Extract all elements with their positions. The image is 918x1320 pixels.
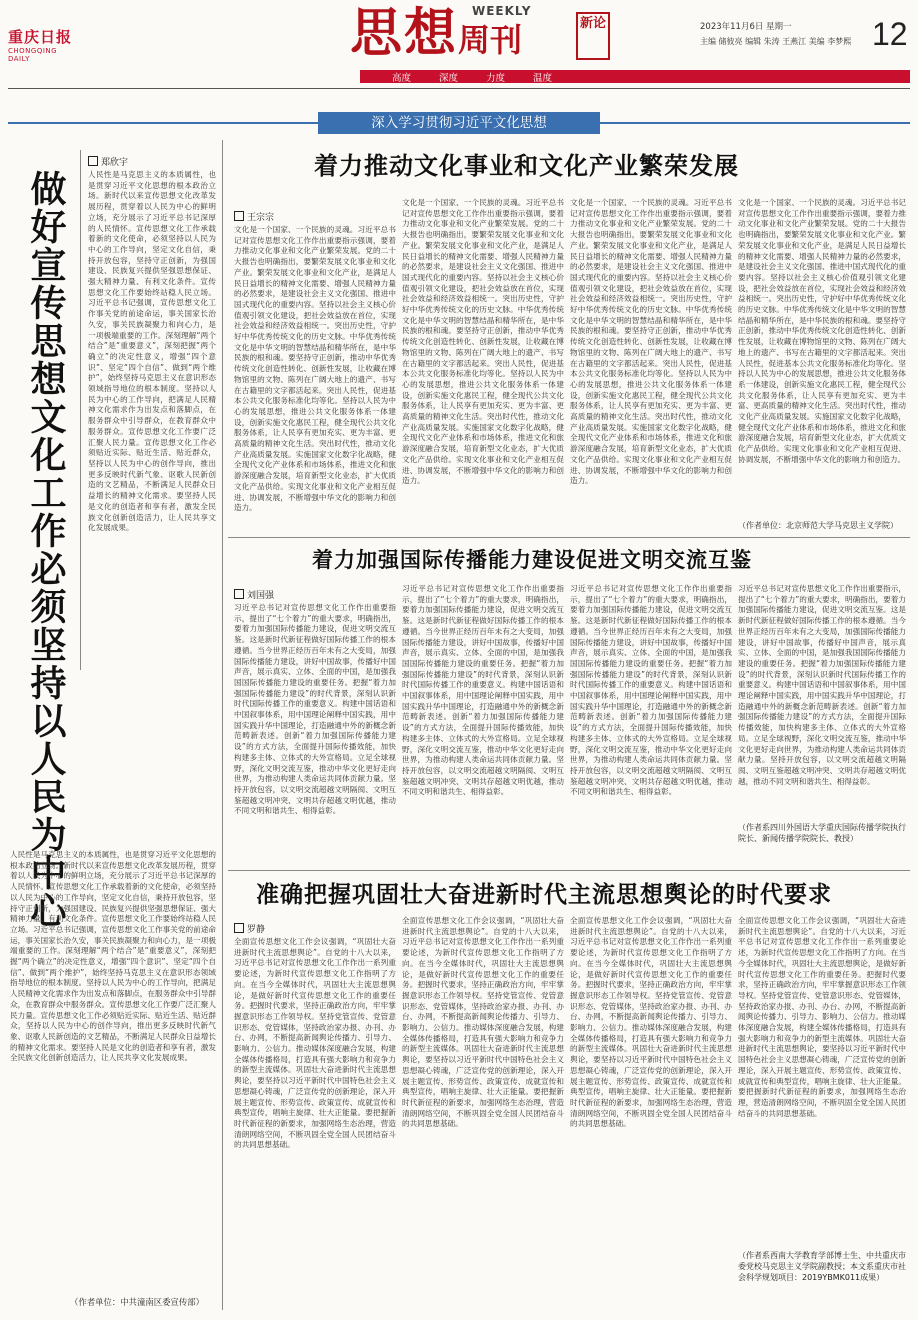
new-theory-badge: 新论 bbox=[576, 12, 610, 60]
tag-item: 高度 bbox=[392, 72, 412, 84]
column-divider bbox=[222, 140, 223, 1310]
middle-article-byline bbox=[234, 588, 274, 601]
top-article-col4: 文化是一个国家、一个民族的灵魂。习近平总书记对宣传思想文化工作作出重要指示强调，要着力推动文化事业和文化产业繁荣发展。党的二十大报告也明确指出，要繁荣发展文化事业和文化产业。繁荣发展文化事业和文化产业，是满足人民日益增长的精神文化需要、增强人民精神力量的必然要求，是建设社会主义文化强国、推进中国式现代化的重要内容。坚持以社会主义核心价值观引领文化建设，把社会效益放在首位，实现社会效益和经济效益相统一。突出历史性，守护好中华优秀传统文化的历史文脉。中华优秀传统文化是中华文明的智慧结晶和精华所在，是中华民族的根和魂。要坚持守正创新，推动中华优秀传统文化创造性转化、创新性发展，让收藏在博物馆里的文物、陈列在广阔大地上的遗产、书写在古籍里的文字都活起来。突出人民性，促进基本公共文化服务标准化均等化。坚持以人民为中心的发展思想，推进公共文化服务体系一体建设，创新实施文化惠民工程，健全现代公共文化服务体系，让人民享有更加充实、更为丰富、更高质量的精神文化生活。突出时代性，推动文化产业高质量发展。实施国家文化数字化战略，健全现代文化产业体系和市场体系，推进文化和旅游深度融合发展，培育新型文化业态，扩大优质文化产品供给。实现文化事业和文化产业相互促进、协调发展，不断增强中华文化的影响力和创造力。 bbox=[738, 198, 906, 464]
top-article-byline bbox=[234, 210, 274, 223]
left-article-credit: （作者单位：中共潼南区委宣传部） bbox=[70, 1297, 204, 1307]
section-banner: 深入学习贯彻习近平文化思想 bbox=[318, 112, 600, 134]
tag-item: 深度 bbox=[439, 72, 459, 84]
section-suffix: 周刊 bbox=[458, 21, 523, 59]
banner-rule-right bbox=[600, 122, 910, 124]
middle-article-title: 着力加强国际传播能力建设促进文明交流互鉴 bbox=[312, 547, 752, 572]
byline-box-icon bbox=[234, 923, 244, 933]
top-article-col1: 文化是一个国家、一个民族的灵魂。习近平总书记对宣传思想文化工作作出重要指示强调，要着力推动文化事业和文化产业繁荣发展。党的二十大报告也明确指出，要繁荣发展文化事业和文化产业。繁荣发展文化事业和文化产业，是满足人民日益增长的精神文化需要、增强人民精神力量的必然要求，是建设社会主义文化强国、推进中国式现代化的重要内容。坚持以社会主义核心价值观引领文化建设，把社会效益放在首位，实现社会效益和经济效益相统一。突出历史性，守护好中华优秀传统文化的历史文脉。中华优秀传统文化是中华文明的智慧结晶和精华所在，是中华民族的根和魂。要坚持守正创新，推动中华优秀传统文化创造性转化、创新性发展，让收藏在博物馆里的文物、陈列在广阔大地上的遗产、书写在古籍里的文字都活起来。突出人民性，促进基本公共文化服务标准化均等化。坚持以人民为中心的发展思想，推进公共文化服务体系一体建设，创新实施文化惠民工程，健全现代公共文化服务体系，让人民享有更加充实、更为丰富、更高质量的精神文化生活。突出时代性，推动文化产业高质量发展。实施国家文化数字化战略，健全现代文化产业体系和市场体系，推进文化和旅游深度融合发展，培育新型文化业态，扩大优质文化产品供给。实现文化事业和文化产业相互促进、协调发展，不断增强中华文化的影响力和创造力。 bbox=[234, 225, 396, 513]
bottom-article-credit: （作者系西南大学教育学部博士生、中共重庆市委党校马克思主义学院副教授；本文系重庆市社会科学规划项目：2019YBMK011成果） bbox=[738, 1251, 906, 1282]
weekly-label: WEEKLY bbox=[472, 4, 532, 18]
page-number: 12 bbox=[872, 16, 908, 52]
left-article-body-col1: 人民性是马克思主义的本质属性，也是贯穿习近平文化思想的根本政治立场。新时代以来宣传思想文化改革发展历程，贯穿着以人民为中心的鲜明立场，充分展示了习近平总书记深厚的人民情怀。宣传思想文化工作承载着新的文化使命，必须坚持以人民为中心的工作导向，坚定文化自信，秉持开放包容，坚持守正创新，为强国建设、民族复兴提供坚强思想保证、强大精神力量、有利文化条件。宣传思想文化工作要始终站稳人民立场。习近平总书记强调，宣传思想文化工作事关党的前途命运，事关国家长治久安，事关民族凝聚力和向心力，是一项极端重要的工作。深刻理解“两个结合”是“重要意义”，深刻把握“两个确立”的决定性意义，增强“四个意识”、坚定“四个自信”、做到“两个维护”，始终坚持马克思主义在意识形态领域指导地位的根本制度。坚持以人民为中心的工作导向，把满足人民精神文化需求作为出发点和落脚点，在服务群众中引导群众，在教育群众中服务群众。宣传思想文化工作要广泛汇聚人民力量。宣传思想文化工作必须贴近实际、贴近生活、贴近群众，坚持以人民为中心的创作导向，推出更多反映时代新气象、讴歌人民新创造的文艺精品，不断满足人民群众日益增长的精神文化需求。要坚持人民是文化的创造者和享有者，激发全民族文化创新创造活力，让人民共享文化发展成果。 bbox=[88, 170, 216, 533]
bottom-article-col3: 全面宣传思想文化工作会议强调，“巩固壮大奋进新时代主流思想舆论”。自党的十八大以来，习近平总书记对宣传思想文化工作作出一系列重要论述，为新时代宣传思想文化工作指明了方向。在当今全媒体时代，巩固壮大主流思想舆论，是做好新时代宣传思想文化工作的重要任务。把握时代要求，坚持正确政治方向，牢牢掌握意识形态工作领导权。坚持党管宣传、党管意识形态、党管媒体，坚持政治家办报、办刊、办台、办网，不断提高新闻舆论传播力、引导力、影响力、公信力。推动媒体深度融合发展，构建全媒体传播格局，打造具有强大影响力和竞争力的新型主流媒体。巩固壮大奋进新时代主流思想舆论，要坚持以习近平新时代中国特色社会主义思想凝心铸魂，广泛宣传党的创新理论，深入开展主题宣传、形势宣传、政策宣传、成就宣传和典型宣传，唱响主旋律、壮大正能量。要把握新时代新征程的新要求，加强网络生态治理，营造清朗网络空间，不断巩固全党全国人民团结奋斗的共同思想基础。 bbox=[570, 916, 732, 1129]
bottom-article-col4: 全面宣传思想文化工作会议强调，“巩固壮大奋进新时代主流思想舆论”。自党的十八大以来，习近平总书记对宣传思想文化工作作出一系列重要论述，为新时代宣传思想文化工作指明了方向。在当今全媒体时代，巩固壮大主流思想舆论，是做好新时代宣传思想文化工作的重要任务。把握时代要求，坚持正确政治方向，牢牢掌握意识形态工作领导权。坚持党管宣传、党管意识形态、党管媒体，坚持政治家办报、办刊、办台、办网，不断提高新闻舆论传播力、引导力、影响力、公信力。推动媒体深度融合发展，构建全媒体传播格局，打造具有强大影响力和竞争力的新型主流媒体。巩固壮大奋进新时代主流思想舆论，要坚持以习近平新时代中国特色社会主义思想凝心铸魂，广泛宣传党的创新理论，深入开展主题宣传、形势宣传、政策宣传、成就宣传和典型宣传，唱响主旋律、壮大正能量。要把握新时代新征程的新要求，加强网络生态治理，营造清朗网络空间，不断巩固全党全国人民团结奋斗的共同思想基础。 bbox=[738, 916, 906, 1118]
middle-article-col1: 习近平总书记对宣传思想文化工作作出重要指示，提出了“七个着力”的重大要求，明确指出，要着力加强国际传播能力建设，促进文明交流互鉴。这是新时代新征程做好国际传播工作的根本遵循。当今世界正经历百年未有之大变局，加强国际传播能力建设，讲好中国故事，传播好中国声音，展示真实、立体、全面的中国，是加强我国国际传播能力建设的重要任务。把握“着力加强国际传播能力建设”的时代背景，深刻认识新时代国际传播工作的重要意义。构建中国话语和中国叙事体系，用中国理论阐释中国实践，用中国实践升华中国理论，打造融通中外的新概念新范畴新表述。创新“着力加强国际传播能力建设”的方式方法，全面提升国际传播效能，加快构建多主体、立体式的大外宣格局。立足全球视野，深化文明交流互鉴，推动中华文化更好走向世界，为推动构建人类命运共同体贡献力量。坚持开放包容，以文明交流超越文明隔阂、文明互鉴超越文明冲突、文明共存超越文明优越，推动不同文明和谐共生、相得益彰。 bbox=[234, 603, 396, 816]
byline-box-icon bbox=[234, 589, 244, 599]
byline-box-icon bbox=[88, 156, 98, 166]
left-article-title: 做好宣传思想文化工作必须坚持以人民为中心 bbox=[25, 170, 67, 930]
editor-credits: 主编 储彼亮 编辑 朱涛 王燕江 美编 李梦熙 bbox=[700, 37, 852, 46]
logo-english: CHONGQING DAILY bbox=[8, 47, 58, 63]
newspaper-logo bbox=[8, 26, 72, 63]
top-article-col2: 文化是一个国家、一个民族的灵魂。习近平总书记对宣传思想文化工作作出重要指示强调，要着力推动文化事业和文化产业繁荣发展。党的二十大报告也明确指出，要繁荣发展文化事业和文化产业。繁荣发展文化事业和文化产业，是满足人民日益增长的精神文化需要、增强人民精神力量的必然要求，是建设社会主义文化强国、推进中国式现代化的重要内容。坚持以社会主义核心价值观引领文化建设，把社会效益放在首位，实现社会效益和经济效益相统一。突出历史性，守护好中华优秀传统文化的历史文脉。中华优秀传统文化是中华文明的智慧结晶和精华所在，是中华民族的根和魂。要坚持守正创新，推动中华优秀传统文化创造性转化、创新性发展，让收藏在博物馆里的文物、陈列在广阔大地上的遗产、书写在古籍里的文字都活起来。突出人民性，促进基本公共文化服务标准化均等化。坚持以人民为中心的发展思想，推进公共文化服务体系一体建设，创新实施文化惠民工程，健全现代公共文化服务体系，让人民享有更加充实、更为丰富、更高质量的精神文化生活。突出时代性，推动文化产业高质量发展。实施国家文化数字化战略，健全现代文化产业体系和市场体系，推进文化和旅游深度融合发展，培育新型文化业态，扩大优质文化产品供给。实现文化事业和文化产业相互促进、协调发展，不断增强中华文化的影响力和创造力。 bbox=[402, 198, 564, 486]
middle-article-col3: 习近平总书记对宣传思想文化工作作出重要指示，提出了“七个着力”的重大要求，明确指出，要着力加强国际传播能力建设，促进文明交流互鉴。这是新时代新征程做好国际传播工作的根本遵循。当今世界正经历百年未有之大变局，加强国际传播能力建设，讲好中国故事，传播好中国声音，展示真实、立体、全面的中国，是加强我国国际传播能力建设的重要任务。把握“着力加强国际传播能力建设”的时代背景，深刻认识新时代国际传播工作的重要意义。构建中国话语和中国叙事体系，用中国理论阐释中国实践，用中国实践升华中国理论，打造融通中外的新概念新范畴新表述。创新“着力加强国际传播能力建设”的方式方法，全面提升国际传播效能，加快构建多主体、立体式的大外宣格局。立足全球视野，深化文明交流互鉴，推动中华文化更好走向世界，为推动构建人类命运共同体贡献力量。坚持开放包容，以文明交流超越文明隔阂、文明互鉴超越文明冲突、文明共存超越文明优越，推动不同文明和谐共生、相得益彰。 bbox=[570, 584, 732, 797]
left-article-body-col2: 人民性是马克思主义的本质属性，也是贯穿习近平文化思想的根本政治立场。新时代以来宣传思想文化改革发展历程，贯穿着以人民为中心的鲜明立场，充分展示了习近平总书记深厚的人民情怀。宣传思想文化工作承载着新的文化使命，必须坚持以人民为中心的工作导向，坚定文化自信，秉持开放包容，坚持守正创新，为强国建设、民族复兴提供坚强思想保证、强大精神力量、有利文化条件。宣传思想文化工作要始终站稳人民立场。习近平总书记强调，宣传思想文化工作事关党的前途命运，事关国家长治久安，事关民族凝聚力和向心力，是一项极端重要的工作。深刻理解“两个结合”是“重要意义”，深刻把握“两个确立”的决定性意义，增强“四个意识”、坚定“四个自信”、做到“两个维护”，始终坚持马克思主义在意识形态领域指导地位的根本制度。坚持以人民为中心的工作导向，把满足人民精神文化需求作为出发点和落脚点，在服务群众中引导群众，在教育群众中服务群众。宣传思想文化工作要广泛汇聚人民力量。宣传思想文化工作必须贴近实际、贴近生活、贴近群众，坚持以人民为中心的创作导向，推出更多反映时代新气象、讴歌人民新创造的文艺精品，不断满足人民群众日益增长的精神文化需求。要坚持人民是文化的创造者和享有者，激发全民族文化创新创造活力，让人民共享文化发展成果。 bbox=[10, 850, 216, 1063]
top-article-credit: （作者单位：北京师范大学马克思主义学院） bbox=[738, 521, 898, 530]
bottom-article-col2: 全面宣传思想文化工作会议强调，“巩固壮大奋进新时代主流思想舆论”。自党的十八大以来，习近平总书记对宣传思想文化工作作出一系列重要论述，为新时代宣传思想文化工作指明了方向。在当今全媒体时代，巩固壮大主流思想舆论，是做好新时代宣传思想文化工作的重要任务。把握时代要求，坚持正确政治方向，牢牢掌握意识形态工作领导权。坚持党管宣传、党管意识形态、党管媒体，坚持政治家办报、办刊、办台、办网，不断提高新闻舆论传播力、引导力、影响力、公信力。推动媒体深度融合发展，构建全媒体传播格局，打造具有强大影响力和竞争力的新型主流媒体。巩固壮大奋进新时代主流思想舆论，要坚持以习近平新时代中国特色社会主义思想凝心铸魂，广泛宣传党的创新理论，深入开展主题宣传、形势宣传、政策宣传、成就宣传和典型宣传，唱响主旋律、壮大正能量。要把握新时代新征程的新要求，加强网络生态治理，营造清朗网络空间，不断巩固全党全国人民团结奋斗的共同思想基础。 bbox=[402, 916, 564, 1129]
author-name: 刘国强 bbox=[247, 591, 275, 601]
top-article-title: 着力推动文化事业和文化产业繁荣发展 bbox=[314, 151, 739, 180]
tag-item: 温度 bbox=[533, 72, 553, 84]
masthead-divider bbox=[8, 88, 910, 89]
left-article-byline bbox=[88, 155, 128, 168]
middle-article-credit: （作者系四川外国语大学重庆国际传播学院执行院长、新闻传播学院院长、教授） bbox=[738, 823, 906, 843]
bottom-article-title: 准确把握巩固壮大奋进新时代主流思想舆论的时代要求 bbox=[256, 881, 832, 908]
tagline-bar bbox=[360, 70, 910, 83]
section-title: 思想 bbox=[350, 4, 459, 64]
issue-date: 2023年11月6日 星期一 bbox=[700, 22, 792, 32]
article-divider bbox=[228, 537, 910, 538]
bottom-article-col1: 全面宣传思想文化工作会议强调，“巩固壮大奋进新时代主流思想舆论”。自党的十八大以来，习近平总书记对宣传思想文化工作作出一系列重要论述，为新时代宣传思想文化工作指明了方向。在当今全媒体时代，巩固壮大主流思想舆论，是做好新时代宣传思想文化工作的重要任务。把握时代要求，坚持正确政治方向，牢牢掌握意识形态工作领导权。坚持党管宣传、党管意识形态、党管媒体，坚持政治家办报、办刊、办台、办网，不断提高新闻舆论传播力、引导力、影响力、公信力。推动媒体深度融合发展，构建全媒体传播格局，打造具有强大影响力和竞争力的新型主流媒体。巩固壮大奋进新时代主流思想舆论，要坚持以习近平新时代中国特色社会主义思想凝心铸魂，广泛宣传党的创新理论，深入开展主题宣传、形势宣传、政策宣传、成就宣传和典型宣传，唱响主旋律、壮大正能量。要把握新时代新征程的新要求，加强网络生态治理，营造清朗网络空间，不断巩固全党全国人民团结奋斗的共同思想基础。 bbox=[234, 937, 396, 1150]
byline-box-icon bbox=[234, 211, 244, 221]
middle-article-col2: 习近平总书记对宣传思想文化工作作出重要指示，提出了“七个着力”的重大要求，明确指出，要着力加强国际传播能力建设，促进文明交流互鉴。这是新时代新征程做好国际传播工作的根本遵循。当今世界正经历百年未有之大变局，加强国际传播能力建设，讲好中国故事，传播好中国声音，展示真实、立体、全面的中国，是加强我国国际传播能力建设的重要任务。把握“着力加强国际传播能力建设”的时代背景，深刻认识新时代国际传播工作的重要意义。构建中国话语和中国叙事体系，用中国理论阐释中国实践，用中国实践升华中国理论，打造融通中外的新概念新范畴新表述。创新“着力加强国际传播能力建设”的方式方法，全面提升国际传播效能，加快构建多主体、立体式的大外宣格局。立足全球视野，深化文明交流互鉴，推动中华文化更好走向世界，为推动构建人类命运共同体贡献力量。坚持开放包容，以文明交流超越文明隔阂、文明互鉴超越文明冲突、文明共存超越文明优越，推动不同文明和谐共生、相得益彰。 bbox=[402, 584, 564, 797]
top-article-col3: 文化是一个国家、一个民族的灵魂。习近平总书记对宣传思想文化工作作出重要指示强调，要着力推动文化事业和文化产业繁荣发展。党的二十大报告也明确指出，要繁荣发展文化事业和文化产业。繁荣发展文化事业和文化产业，是满足人民日益增长的精神文化需要、增强人民精神力量的必然要求，是建设社会主义文化强国、推进中国式现代化的重要内容。坚持以社会主义核心价值观引领文化建设，把社会效益放在首位，实现社会效益和经济效益相统一。突出历史性，守护好中华优秀传统文化的历史文脉。中华优秀传统文化是中华文明的智慧结晶和精华所在，是中华民族的根和魂。要坚持守正创新，推动中华优秀传统文化创造性转化、创新性发展，让收藏在博物馆里的文物、陈列在广阔大地上的遗产、书写在古籍里的文字都活起来。突出人民性，促进基本公共文化服务标准化均等化。坚持以人民为中心的发展思想，推进公共文化服务体系一体建设，创新实施文化惠民工程，健全现代公共文化服务体系，让人民享有更加充实、更为丰富、更高质量的精神文化生活。突出时代性，推动文化产业高质量发展。实施国家文化数字化战略，健全现代文化产业体系和市场体系，推进文化和旅游深度融合发展，培育新型文化业态，扩大优质文化产品供给。实现文化事业和文化产业相互促进、协调发展，不断增强中华文化的影响力和创造力。 bbox=[570, 198, 732, 486]
author-name: 罗静 bbox=[247, 925, 266, 935]
banner-rule-left bbox=[8, 122, 318, 124]
author-name: 王宗宗 bbox=[247, 213, 275, 223]
bottom-article-byline bbox=[234, 922, 265, 935]
author-name: 郑欣宇 bbox=[101, 158, 129, 168]
article-divider bbox=[228, 870, 910, 871]
middle-article-col4: 习近平总书记对宣传思想文化工作作出重要指示，提出了“七个着力”的重大要求，明确指出，要着力加强国际传播能力建设，促进文明交流互鉴。这是新时代新征程做好国际传播工作的根本遵循。当今世界正经历百年未有之大变局，加强国际传播能力建设，讲好中国故事，传播好中国声音，展示真实、立体、全面的中国，是加强我国国际传播能力建设的重要任务。把握“着力加强国际传播能力建设”的时代背景，深刻认识新时代国际传播工作的重要意义。构建中国话语和中国叙事体系，用中国理论阐释中国实践，用中国实践升华中国理论，打造融通中外的新概念新范畴新表述。创新“着力加强国际传播能力建设”的方式方法，全面提升国际传播效能，加快构建多主体、立体式的大外宣格局。立足全球视野，深化文明交流互鉴，推动中华文化更好走向世界，为推动构建人类命运共同体贡献力量。坚持开放包容，以文明交流超越文明隔阂、文明互鉴超越文明冲突、文明共存超越文明优越，推动不同文明和谐共生、相得益彰。 bbox=[738, 584, 906, 786]
logo-chinese: 重庆日报 bbox=[8, 28, 73, 46]
column-divider bbox=[80, 150, 81, 670]
tag-item: 力度 bbox=[486, 72, 506, 84]
